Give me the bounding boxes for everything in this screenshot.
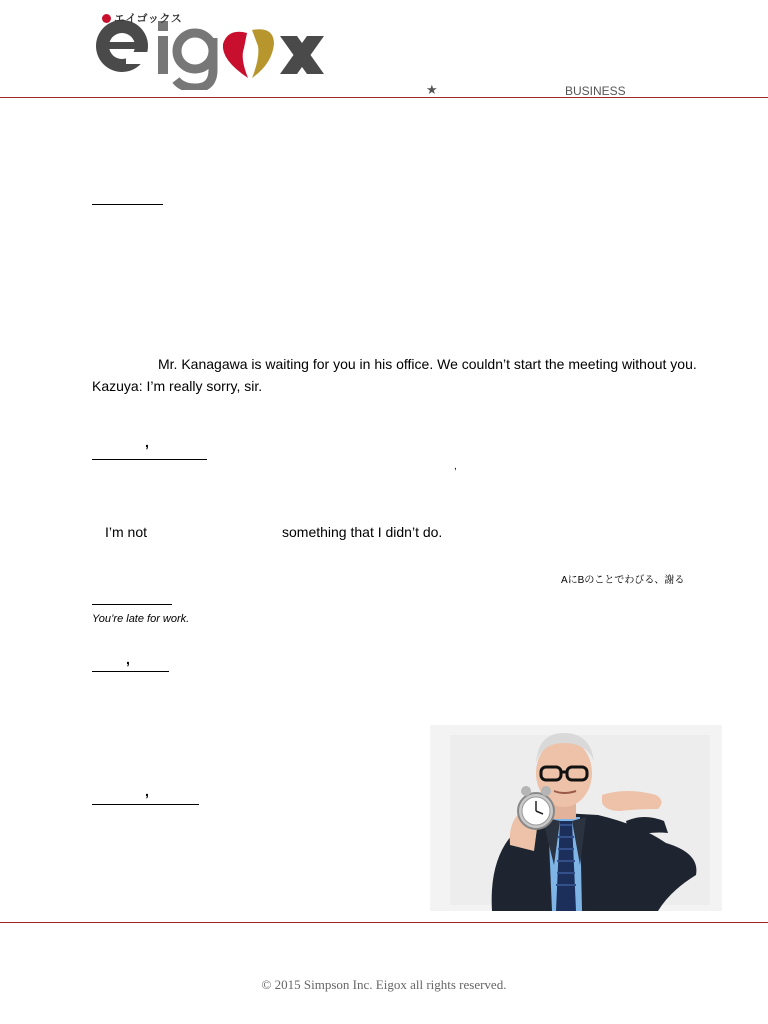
section-underline-2 [92, 459, 207, 460]
japanese-note: AにBのことでわびる、謝る [561, 575, 685, 586]
dialogue-line-2: Kazuya: I’m really sorry, sir. [92, 378, 263, 394]
section-mark-comma: , [145, 783, 149, 799]
red-dot-icon [102, 14, 111, 23]
section-underline-5 [92, 804, 199, 805]
businessman-with-clock-icon [430, 725, 722, 911]
logo-kana-text: エイゴックス [114, 13, 183, 25]
category-label: BUSINESS [565, 84, 626, 98]
stray-comma: , [454, 461, 457, 472]
section-mark-comma: , [126, 651, 130, 667]
eigox-logo [92, 8, 327, 90]
footer-divider [0, 922, 768, 923]
section-underline-1 [92, 204, 163, 205]
phrase-italic: You’re late for work. [92, 613, 190, 625]
section-underline-4 [92, 671, 169, 672]
footer-copyright: © 2015 Simpson Inc. Eigox all rights reserved. [261, 977, 507, 992]
section-mark-comma: , [145, 434, 149, 450]
star-icon: ★ [426, 82, 438, 97]
logo-kana [102, 10, 182, 26]
example-part-1: I’m not [105, 524, 148, 540]
section-underline-3 [92, 604, 172, 605]
businessman-photo [430, 725, 722, 911]
example-part-2: something that I didn’t do. [282, 524, 443, 540]
dialogue-line-1: Mr. Kanagawa is waiting for you in his office. We couldn’t start the meeting without you. [158, 356, 697, 372]
header-divider [0, 97, 768, 98]
